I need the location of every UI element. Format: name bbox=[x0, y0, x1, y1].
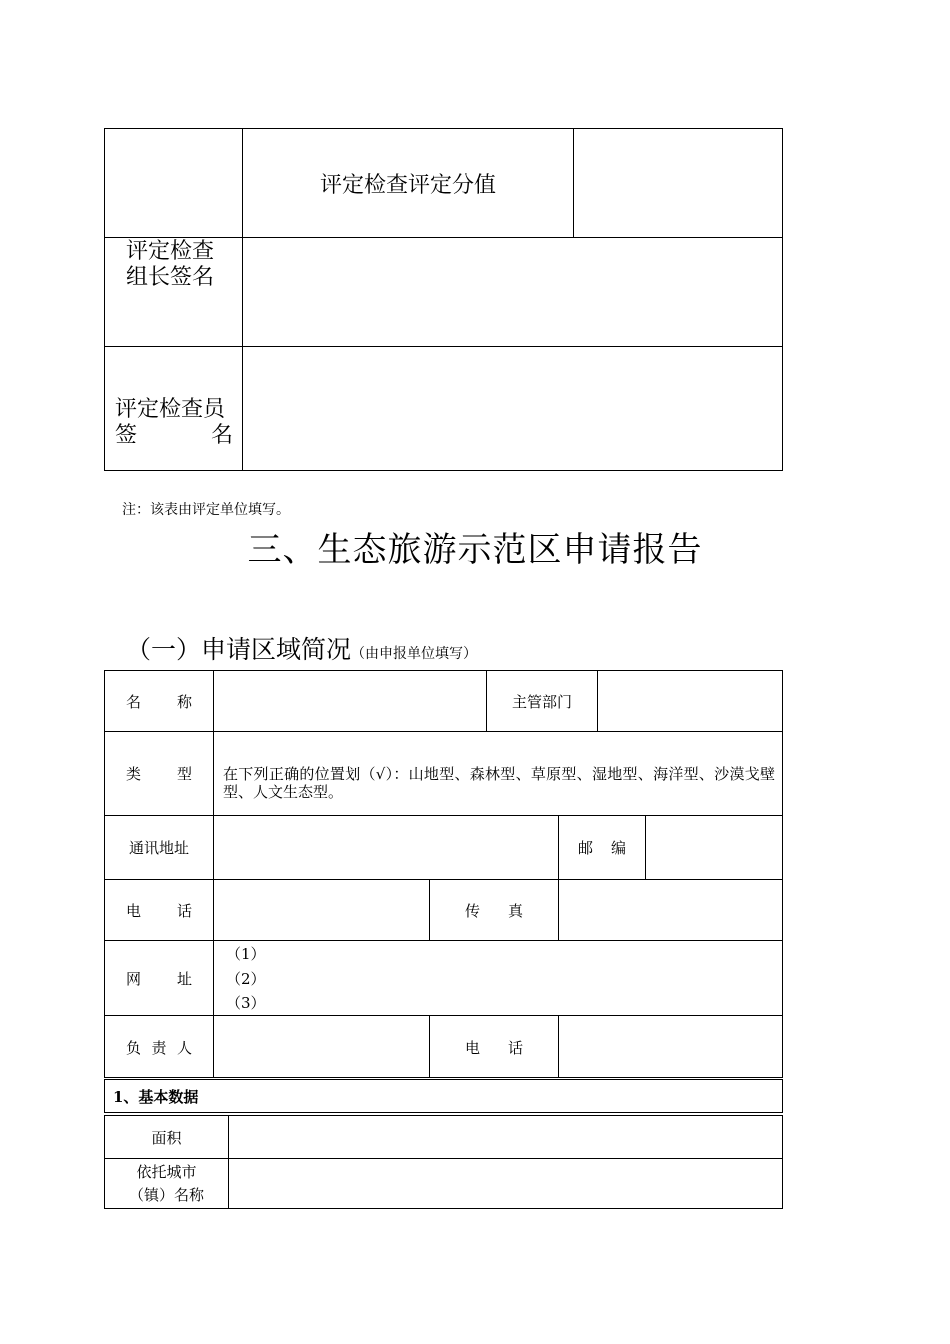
website-item-1[interactable]: （1） bbox=[226, 945, 266, 963]
address-field[interactable] bbox=[214, 816, 558, 879]
leader-sign-field[interactable] bbox=[243, 238, 782, 346]
table-note: 注：该表由评定单位填写。 bbox=[122, 502, 290, 518]
inspector-sign-field[interactable] bbox=[243, 347, 782, 470]
postcode-label: 邮 编 bbox=[578, 839, 626, 857]
person-field[interactable] bbox=[214, 1016, 429, 1078]
city-field[interactable] bbox=[229, 1159, 782, 1208]
leader-sign-label: 评定检查组长签名 bbox=[126, 239, 215, 290]
phone2-label: 电 话 bbox=[465, 1038, 523, 1057]
person-label: 负 责 人 bbox=[126, 1038, 192, 1057]
subsection-title: （一）申请区域简况 bbox=[126, 635, 352, 664]
dept-field[interactable] bbox=[598, 671, 782, 731]
phone2-field[interactable] bbox=[559, 1016, 782, 1078]
website-label: 网 址 bbox=[126, 969, 192, 988]
website-item-3[interactable]: （3） bbox=[226, 994, 266, 1012]
basic-data-heading: 1、基本数据 bbox=[113, 1088, 199, 1106]
name-label: 名 称 bbox=[126, 692, 192, 711]
type-label: 类 型 bbox=[126, 765, 192, 783]
area-field[interactable] bbox=[229, 1116, 782, 1158]
type-selection-text[interactable]: 在下列正确的位置划（√）：山地型、森林型、草原型、湿地型、海洋型、沙漠戈壁型、人文生态型。 bbox=[223, 765, 775, 801]
website-list bbox=[226, 942, 266, 1016]
city-label: 依托城市 （镇）名称 bbox=[128, 1162, 204, 1204]
fax-label: 传 真 bbox=[465, 901, 523, 920]
website-item-2[interactable]: （2） bbox=[226, 969, 266, 988]
postcode-field[interactable] bbox=[646, 816, 782, 879]
subsection-hint: （由申报单位填写） bbox=[351, 646, 478, 662]
section-title: 三、生态旅游示范区申请报告 bbox=[247, 530, 703, 570]
address-label: 通讯地址 bbox=[128, 839, 189, 857]
subsection-heading bbox=[126, 630, 477, 666]
name-field[interactable] bbox=[214, 671, 486, 731]
basic-data-heading-box bbox=[104, 1079, 783, 1113]
phone-label: 电 话 bbox=[126, 901, 192, 920]
score-label: 评定检查评定分值 bbox=[319, 172, 496, 198]
inspector-sign-label: 评定检查员 签 名 bbox=[115, 397, 233, 448]
dept-label: 主管部门 bbox=[511, 692, 572, 711]
fax-field[interactable] bbox=[559, 880, 782, 940]
score-input-cell[interactable] bbox=[574, 129, 782, 237]
phone-field[interactable] bbox=[214, 880, 429, 940]
area-label: 面积 bbox=[151, 1128, 182, 1147]
